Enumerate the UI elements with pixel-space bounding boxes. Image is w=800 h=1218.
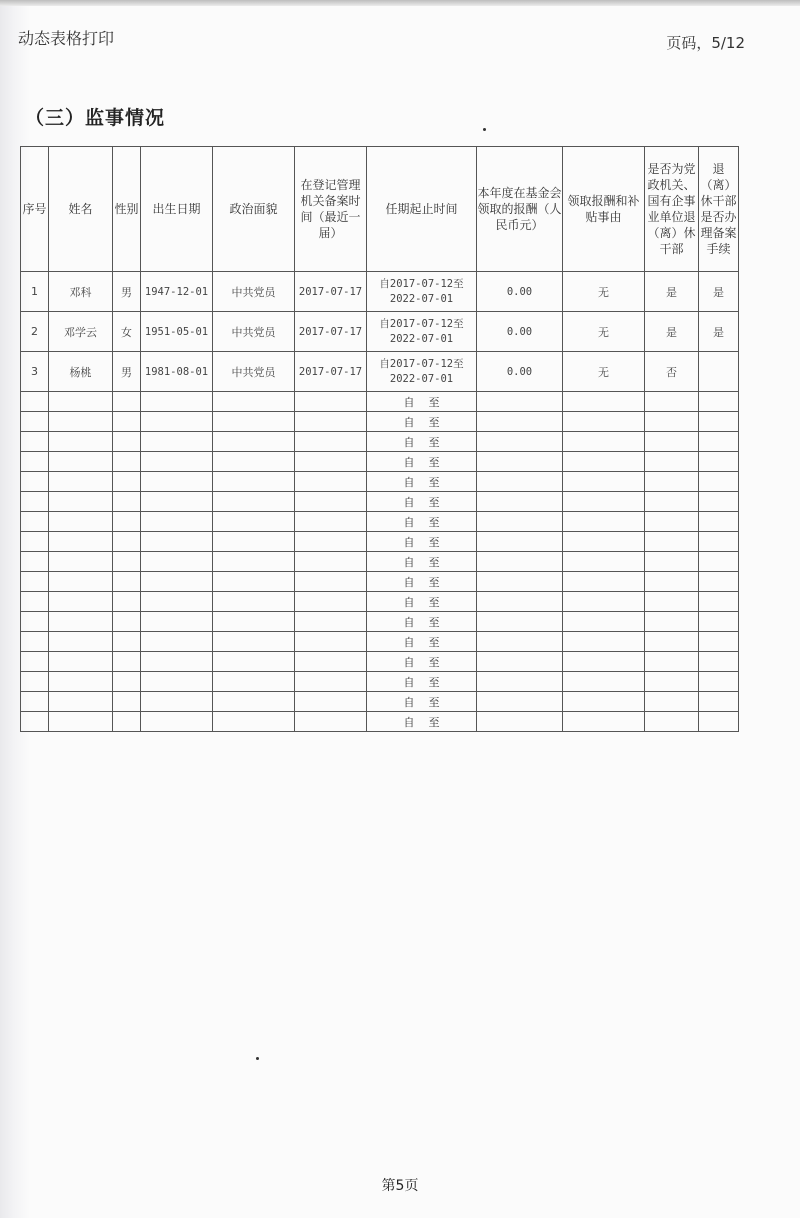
- cell-empty: [213, 712, 295, 732]
- cell-empty: [295, 512, 367, 532]
- cell-empty: [113, 412, 141, 432]
- cell-empty: [563, 592, 645, 612]
- cell-empty: [645, 572, 699, 592]
- cell-empty: [295, 432, 367, 452]
- cell-empty: [49, 412, 113, 432]
- cell-empty: [213, 432, 295, 452]
- cell-empty: [141, 572, 213, 592]
- cell-empty: [113, 632, 141, 652]
- cell-empty: [49, 712, 113, 732]
- cell-empty: [477, 472, 563, 492]
- cell-term: 自至: [367, 552, 477, 572]
- cell-empty: [213, 392, 295, 412]
- cell-empty: [141, 432, 213, 452]
- cell-empty: [563, 412, 645, 432]
- cell-empty: [213, 412, 295, 432]
- cell-empty: [49, 432, 113, 452]
- table-row-empty: [21, 572, 739, 592]
- cell-empty: [113, 532, 141, 552]
- cell-empty: [113, 712, 141, 732]
- table-row-empty: [21, 472, 739, 492]
- cell-empty: [49, 512, 113, 532]
- cell-empty: [141, 672, 213, 692]
- cell-term: 自至: [367, 532, 477, 552]
- cell-empty: [645, 492, 699, 512]
- cell-empty: [295, 632, 367, 652]
- cell-retired-filing: 是: [699, 312, 739, 352]
- cell-term: 自至: [367, 412, 477, 432]
- table-row-empty: [21, 612, 739, 632]
- cell-empty: [295, 392, 367, 412]
- cell-empty: [21, 452, 49, 472]
- cell-empty: [213, 572, 295, 592]
- cell-empty: [113, 572, 141, 592]
- table-body: [21, 272, 739, 732]
- cell-empty: [645, 692, 699, 712]
- cell-allowance-reason: 无: [563, 312, 645, 352]
- term-start: 自2017-07-12至: [379, 317, 464, 330]
- cell-empty: [213, 472, 295, 492]
- col-header-salary: 本年度在基金会领取的报酬（人民币元）: [477, 147, 563, 272]
- cell-empty: [49, 532, 113, 552]
- col-header-gender: 性别: [113, 147, 141, 272]
- cell-empty: [21, 472, 49, 492]
- cell-empty: [477, 692, 563, 712]
- col-header-retired-filing: 退（离）休干部是否办理备案手续: [699, 147, 739, 272]
- table-row-empty: [21, 692, 739, 712]
- col-header-birth: 出生日期: [141, 147, 213, 272]
- page-indicator: 页码，5/12: [666, 34, 745, 52]
- cell-empty: [49, 472, 113, 492]
- cell-empty: [295, 532, 367, 552]
- cell-birth: 1947-12-01: [141, 272, 213, 312]
- cell-empty: [563, 572, 645, 592]
- cell-political: 中共党员: [213, 352, 295, 392]
- print-header-title: 动态表格打印: [18, 29, 115, 48]
- cell-empty: [699, 632, 739, 652]
- cell-empty: [21, 512, 49, 532]
- cell-empty: [49, 652, 113, 672]
- cell-empty: [49, 612, 113, 632]
- cell-empty: [563, 432, 645, 452]
- cell-empty: [699, 552, 739, 572]
- cell-term: [367, 272, 477, 312]
- cell-term: 自至: [367, 612, 477, 632]
- cell-gender: 男: [113, 272, 141, 312]
- cell-birth: 1951-05-01: [141, 312, 213, 352]
- cell-empty: [113, 692, 141, 712]
- cell-empty: [21, 592, 49, 612]
- cell-term: [367, 352, 477, 392]
- cell-empty: [645, 672, 699, 692]
- cell-empty: [563, 452, 645, 472]
- cell-empty: [113, 392, 141, 412]
- cell-empty: [295, 712, 367, 732]
- cell-empty: [113, 452, 141, 472]
- cell-empty: [49, 572, 113, 592]
- cell-term: [367, 312, 477, 352]
- table-row-empty: [21, 492, 739, 512]
- table-row-empty: [21, 452, 739, 472]
- col-header-retired-cadre: 是否为党政机关、国有企事业单位退（离）休干部: [645, 147, 699, 272]
- cell-empty: [213, 632, 295, 652]
- col-header-filing-time: 在登记管理机关备案时间（最近一届）: [295, 147, 367, 272]
- cell-empty: [477, 432, 563, 452]
- cell-empty: [295, 572, 367, 592]
- cell-birth: 1981-08-01: [141, 352, 213, 392]
- cell-empty: [213, 512, 295, 532]
- cell-gender: 女: [113, 312, 141, 352]
- cell-term: 自至: [367, 712, 477, 732]
- cell-term: 自至: [367, 492, 477, 512]
- cell-empty: [477, 552, 563, 572]
- cell-retired-cadre: 是: [645, 272, 699, 312]
- cell-empty: [21, 492, 49, 512]
- cell-empty: [113, 592, 141, 612]
- cell-seq: 3: [21, 352, 49, 392]
- cell-empty: [699, 712, 739, 732]
- cell-empty: [563, 612, 645, 632]
- cell-empty: [21, 632, 49, 652]
- cell-empty: [113, 612, 141, 632]
- cell-term: 自至: [367, 692, 477, 712]
- cell-salary: 0.00: [477, 312, 563, 352]
- cell-name: 邓科: [49, 272, 113, 312]
- cell-empty: [645, 412, 699, 432]
- cell-retired-filing: 是: [699, 272, 739, 312]
- cell-empty: [141, 472, 213, 492]
- cell-empty: [477, 492, 563, 512]
- cell-empty: [21, 672, 49, 692]
- cell-empty: [563, 652, 645, 672]
- cell-empty: [699, 572, 739, 592]
- cell-empty: [21, 712, 49, 732]
- table-row: [21, 272, 739, 312]
- table-row-empty: [21, 672, 739, 692]
- cell-empty: [699, 532, 739, 552]
- page-footer: 第5页: [381, 1178, 419, 1194]
- cell-empty: [21, 392, 49, 412]
- cell-empty: [213, 652, 295, 672]
- cell-term: 自至: [367, 592, 477, 612]
- cell-gender: 男: [113, 352, 141, 392]
- term-start: 自2017-07-12至: [379, 357, 464, 370]
- cell-empty: [645, 392, 699, 412]
- cell-empty: [49, 392, 113, 412]
- cell-term: 自至: [367, 672, 477, 692]
- cell-empty: [477, 592, 563, 612]
- cell-empty: [699, 672, 739, 692]
- table-row-empty: [21, 712, 739, 732]
- cell-empty: [295, 452, 367, 472]
- cell-empty: [213, 532, 295, 552]
- table-row-empty: [21, 432, 739, 452]
- cell-empty: [141, 712, 213, 732]
- cell-empty: [699, 652, 739, 672]
- cell-term: 自至: [367, 452, 477, 472]
- table-row-empty: [21, 512, 739, 532]
- cell-empty: [295, 652, 367, 672]
- cell-empty: [21, 572, 49, 592]
- cell-empty: [477, 652, 563, 672]
- cell-empty: [141, 612, 213, 632]
- cell-empty: [563, 672, 645, 692]
- cell-empty: [645, 472, 699, 492]
- cell-empty: [295, 412, 367, 432]
- cell-empty: [645, 452, 699, 472]
- col-header-term: 任期起止时间: [367, 147, 477, 272]
- cell-seq: 2: [21, 312, 49, 352]
- cell-empty: [563, 472, 645, 492]
- cell-empty: [141, 512, 213, 532]
- cell-empty: [477, 612, 563, 632]
- cell-empty: [49, 552, 113, 572]
- cell-empty: [141, 632, 213, 652]
- cell-empty: [645, 552, 699, 572]
- cell-name: 邓学云: [49, 312, 113, 352]
- cell-empty: [477, 512, 563, 532]
- cell-empty: [563, 692, 645, 712]
- cell-empty: [113, 492, 141, 512]
- cell-empty: [213, 552, 295, 572]
- cell-empty: [295, 692, 367, 712]
- table-row-empty: [21, 592, 739, 612]
- term-end: 2022-07-01: [389, 292, 454, 305]
- cell-term: 自至: [367, 652, 477, 672]
- cell-empty: [49, 672, 113, 692]
- cell-empty: [699, 412, 739, 432]
- cell-empty: [21, 652, 49, 672]
- cell-empty: [295, 612, 367, 632]
- cell-empty: [645, 512, 699, 532]
- cell-term: 自至: [367, 472, 477, 492]
- col-header-political: 政治面貌: [213, 147, 295, 272]
- cell-empty: [645, 632, 699, 652]
- cell-retired-filing: [699, 352, 739, 392]
- cell-empty: [645, 432, 699, 452]
- cell-empty: [113, 512, 141, 532]
- cell-empty: [477, 632, 563, 652]
- cell-filing-time: 2017-07-17: [295, 312, 367, 352]
- cell-empty: [21, 432, 49, 452]
- cell-empty: [213, 612, 295, 632]
- cell-empty: [563, 712, 645, 732]
- table-header-row: [21, 147, 739, 272]
- cell-term: 自至: [367, 392, 477, 412]
- cell-political: 中共党员: [213, 272, 295, 312]
- cell-empty: [699, 512, 739, 532]
- cell-salary: 0.00: [477, 352, 563, 392]
- cell-empty: [645, 712, 699, 732]
- cell-empty: [21, 692, 49, 712]
- cell-empty: [49, 492, 113, 512]
- cell-empty: [563, 632, 645, 652]
- cell-empty: [49, 452, 113, 472]
- cell-empty: [699, 692, 739, 712]
- cell-empty: [477, 532, 563, 552]
- cell-empty: [49, 632, 113, 652]
- cell-empty: [699, 392, 739, 412]
- cell-empty: [49, 592, 113, 612]
- cell-empty: [699, 592, 739, 612]
- cell-empty: [295, 552, 367, 572]
- cell-empty: [213, 592, 295, 612]
- cell-empty: [113, 552, 141, 572]
- cell-empty: [213, 692, 295, 712]
- cell-empty: [563, 492, 645, 512]
- term-start: 自2017-07-12至: [379, 277, 464, 290]
- cell-allowance-reason: 无: [563, 272, 645, 312]
- cell-empty: [213, 492, 295, 512]
- term-end: 2022-07-01: [389, 372, 454, 385]
- cell-empty: [141, 692, 213, 712]
- cell-retired-cadre: 否: [645, 352, 699, 392]
- cell-empty: [699, 492, 739, 512]
- cell-empty: [113, 472, 141, 492]
- cell-empty: [699, 472, 739, 492]
- cell-empty: [645, 612, 699, 632]
- scan-speck: [256, 1057, 259, 1060]
- cell-empty: [645, 532, 699, 552]
- cell-empty: [141, 592, 213, 612]
- cell-empty: [21, 612, 49, 632]
- cell-empty: [141, 492, 213, 512]
- cell-name: 杨桃: [49, 352, 113, 392]
- cell-empty: [141, 652, 213, 672]
- cell-empty: [645, 652, 699, 672]
- table-row-empty: [21, 532, 739, 552]
- cell-empty: [141, 392, 213, 412]
- cell-allowance-reason: 无: [563, 352, 645, 392]
- cell-empty: [477, 392, 563, 412]
- cell-term: 自至: [367, 632, 477, 652]
- cell-retired-cadre: 是: [645, 312, 699, 352]
- cell-salary: 0.00: [477, 272, 563, 312]
- table-row-empty: [21, 632, 739, 652]
- term-end: 2022-07-01: [389, 332, 454, 345]
- cell-empty: [113, 432, 141, 452]
- cell-empty: [113, 652, 141, 672]
- cell-empty: [699, 432, 739, 452]
- cell-empty: [477, 712, 563, 732]
- col-header-name: 姓名: [49, 147, 113, 272]
- scan-speck: [483, 128, 486, 131]
- cell-empty: [49, 692, 113, 712]
- cell-empty: [477, 672, 563, 692]
- cell-empty: [213, 452, 295, 472]
- cell-empty: [563, 552, 645, 572]
- cell-empty: [141, 552, 213, 572]
- cell-empty: [21, 552, 49, 572]
- cell-empty: [477, 452, 563, 472]
- cell-empty: [141, 452, 213, 472]
- cell-empty: [645, 592, 699, 612]
- cell-empty: [563, 392, 645, 412]
- scan-edge: [0, 0, 800, 6]
- cell-empty: [213, 672, 295, 692]
- cell-political: 中共党员: [213, 312, 295, 352]
- cell-empty: [699, 612, 739, 632]
- cell-empty: [477, 412, 563, 432]
- cell-empty: [295, 592, 367, 612]
- cell-empty: [563, 532, 645, 552]
- table-row-empty: [21, 412, 739, 432]
- col-header-allowance-reason: 领取报酬和补贴事由: [563, 147, 645, 272]
- cell-empty: [141, 412, 213, 432]
- cell-seq: 1: [21, 272, 49, 312]
- cell-term: 自至: [367, 512, 477, 532]
- cell-filing-time: 2017-07-17: [295, 272, 367, 312]
- col-header-seq: 序号: [21, 147, 49, 272]
- cell-term: 自至: [367, 572, 477, 592]
- cell-empty: [21, 412, 49, 432]
- cell-empty: [699, 452, 739, 472]
- cell-empty: [295, 672, 367, 692]
- cell-empty: [477, 572, 563, 592]
- cell-term: 自至: [367, 432, 477, 452]
- table-row-empty: [21, 652, 739, 672]
- cell-empty: [295, 472, 367, 492]
- section-title: （三）监事情况: [25, 107, 166, 129]
- table-row: [21, 312, 739, 352]
- cell-empty: [113, 672, 141, 692]
- cell-empty: [141, 532, 213, 552]
- table-row-empty: [21, 392, 739, 412]
- cell-filing-time: 2017-07-17: [295, 352, 367, 392]
- table-row-empty: [21, 552, 739, 572]
- cell-empty: [295, 492, 367, 512]
- supervisor-table: [20, 146, 739, 732]
- table-row: [21, 352, 739, 392]
- cell-empty: [563, 512, 645, 532]
- cell-empty: [21, 532, 49, 552]
